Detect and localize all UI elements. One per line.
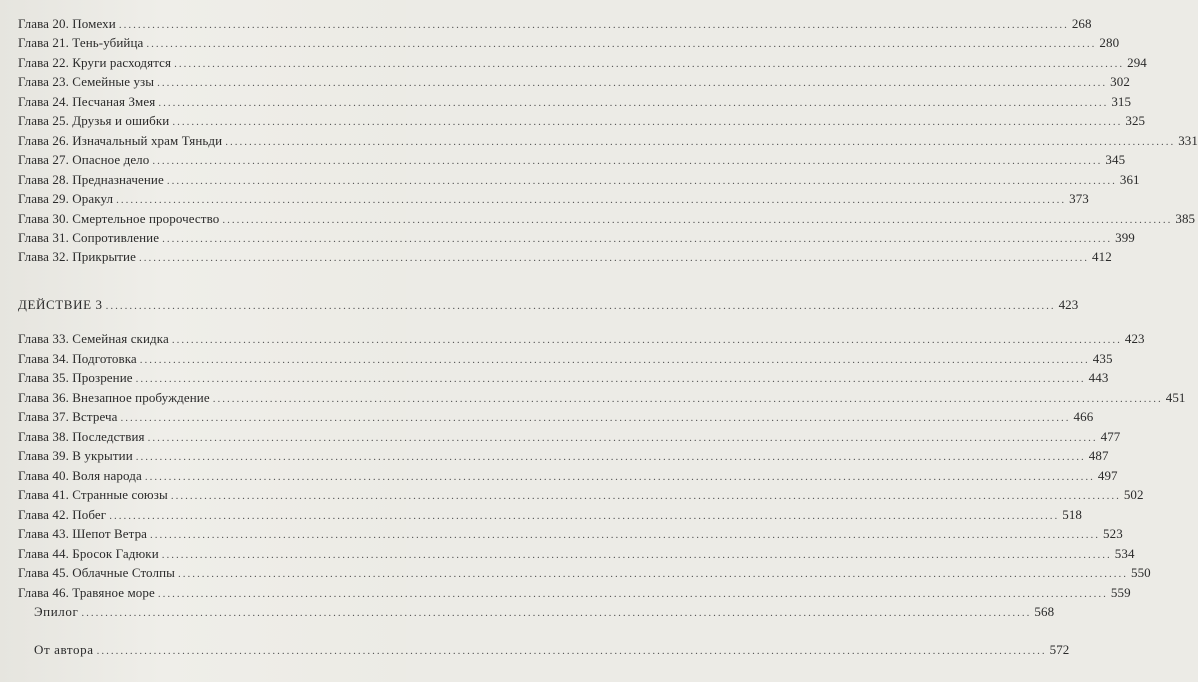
dot-leader: ........................................................................................................................................................................................................	[152, 155, 1103, 167]
section-heading	[34, 603, 1055, 621]
dot-leader: ........................................................................................................................................................................................................	[135, 373, 1086, 385]
dot-leader: ........................................................................................................................................................................................................	[174, 58, 1125, 70]
dot-leader: ........................................................................................................................................................................................................	[144, 471, 1095, 483]
dot-leader: ........................................................................................................................................................................................................	[161, 549, 1112, 561]
dot-leader: ........................................................................................................................................................................................................	[162, 233, 1113, 245]
dot-leader: ........................................................................................................................................................................................................	[150, 529, 1101, 541]
toc-entry	[18, 132, 1198, 150]
dot-leader: ........................................................................................................................................................................................................	[212, 393, 1163, 405]
toc-entry	[18, 486, 1144, 504]
dot-leader: ........................................................................................................................................................................................................	[105, 300, 1056, 312]
dot-leader: ........................................................................................................................................................................................................	[147, 432, 1098, 444]
toc-entry	[18, 467, 1118, 485]
dot-leader: ........................................................................................................................................................................................................	[139, 354, 1090, 366]
page-number: 466	[1073, 409, 1094, 424]
toc-entry	[18, 330, 1145, 348]
toc-entry	[18, 171, 1140, 189]
page-number: 559	[1110, 585, 1131, 600]
dot-leader: ........................................................................................................................................................................................................	[96, 645, 1047, 657]
toc-entry	[18, 112, 1146, 130]
toc-entry	[18, 34, 1120, 52]
page-number: 361	[1119, 172, 1140, 187]
toc-entry	[18, 190, 1089, 208]
entry-title: Глава 45. Облачные Столпы	[18, 565, 175, 580]
toc-entry	[18, 15, 1092, 33]
dot-leader: ........................................................................................................................................................................................................	[135, 451, 1086, 463]
section-heading	[34, 641, 1070, 659]
dot-leader: ........................................................................................................................................................................................................	[120, 412, 1071, 424]
entry-title: Глава 34. Подготовка	[18, 351, 137, 366]
entry-title: Глава 24. Песчаная Змея	[18, 94, 156, 109]
dot-leader: ........................................................................................................................................................................................................	[81, 607, 1032, 619]
entry-title: Глава 25. Друзья и ошибки	[18, 113, 170, 128]
entry-title: Глава 26. Изначальный храм Тяньди	[18, 133, 223, 148]
toc-entry	[18, 248, 1112, 266]
page-number: 497	[1097, 468, 1118, 483]
entry-title: Глава 31. Сопротивление	[18, 230, 160, 245]
entry-title: Глава 39. В укрытии	[18, 448, 133, 463]
entry-title: ДЕЙСТВИЕ 3	[18, 297, 103, 312]
entry-title: Эпилог	[34, 604, 79, 619]
toc-entry	[18, 54, 1147, 72]
toc-entry	[18, 428, 1121, 446]
toc-entry	[18, 545, 1135, 563]
entry-title: Глава 42. Побег	[18, 507, 107, 522]
entry-title: Глава 36. Внезапное пробуждение	[18, 390, 210, 405]
entry-title: Глава 40. Воля народа	[18, 468, 142, 483]
dot-leader: ........................................................................................................................................................................................................	[118, 19, 1069, 31]
page-number: 568	[1034, 604, 1055, 619]
dot-leader: ........................................................................................................................................................................................................	[157, 77, 1108, 89]
dot-leader: ........................................................................................................................................................................................................	[222, 214, 1173, 226]
toc-entry	[18, 369, 1109, 387]
page-number: 373	[1069, 191, 1089, 206]
page-number: 487	[1088, 448, 1109, 463]
toc-entry	[18, 73, 1130, 91]
page-number: 502	[1123, 487, 1144, 502]
page-number: 385	[1175, 211, 1196, 226]
page-number: 435	[1092, 351, 1113, 366]
entry-title: От автора	[34, 642, 94, 657]
page-number: 294	[1127, 55, 1147, 70]
entry-title: Глава 46. Травяное море	[18, 585, 155, 600]
entry-title: Глава 28. Предназначение	[18, 172, 164, 187]
page-number: 477	[1100, 429, 1121, 444]
page-number: 550	[1130, 565, 1151, 580]
toc-entry	[18, 389, 1186, 407]
page-number: 534	[1114, 546, 1135, 561]
toc-entry	[18, 584, 1131, 602]
toc-entry	[18, 525, 1123, 543]
entry-title: Глава 21. Тень-убийца	[18, 35, 144, 50]
dot-leader: ........................................................................................................................................................................................................	[170, 490, 1121, 502]
page-number: 572	[1049, 642, 1070, 657]
dot-leader: ........................................................................................................................................................................................................	[157, 588, 1108, 600]
toc-entry	[18, 408, 1094, 426]
page-number: 302	[1110, 74, 1130, 89]
entry-title: Глава 30. Смертельное пророчество	[18, 211, 220, 226]
dot-leader: ........................................................................................................................................................................................................	[177, 568, 1128, 580]
entry-title: Глава 43. Шепот Ветра	[18, 526, 148, 541]
dot-leader: ........................................................................................................................................................................................................	[171, 334, 1122, 346]
toc-entry	[18, 229, 1135, 247]
dot-leader: ........................................................................................................................................................................................................	[139, 252, 1089, 264]
toc-entry	[18, 93, 1132, 111]
entry-title: Глава 44. Бросок Гадюки	[18, 546, 159, 561]
dot-leader: ........................................................................................................................................................................................................	[166, 175, 1117, 187]
entry-title: Глава 37. Встреча	[18, 409, 118, 424]
toc-entry	[18, 447, 1109, 465]
page-number: 451	[1165, 390, 1186, 405]
page-number: 325	[1125, 113, 1146, 128]
page-number: 523	[1103, 526, 1123, 541]
toc-entry	[18, 151, 1126, 169]
entry-title: Глава 32. Прикрытие	[18, 249, 136, 264]
entry-title: Глава 27. Опасное дело	[18, 152, 150, 167]
page-number: 280	[1099, 35, 1120, 50]
dot-leader: ........................................................................................................................................................................................................	[116, 194, 1067, 206]
page-number: 518	[1062, 507, 1083, 522]
dot-leader: ........................................................................................................................................................................................................	[158, 97, 1109, 109]
dot-leader: ........................................................................................................................................................................................................	[225, 136, 1176, 148]
toc-entry	[18, 506, 1083, 524]
dot-leader: ........................................................................................................................................................................................................	[109, 510, 1060, 522]
entry-title: Глава 33. Семейная скидка	[18, 331, 169, 346]
entry-title: Глава 38. Последствия	[18, 429, 145, 444]
toc-entry	[18, 350, 1113, 368]
toc-entry	[18, 210, 1196, 228]
page-number: 423	[1124, 331, 1145, 346]
page-number: 268	[1071, 16, 1092, 31]
page-number: 412	[1092, 249, 1112, 264]
page-number: 399	[1115, 230, 1135, 245]
page-number: 443	[1088, 370, 1109, 385]
toc-entry	[18, 564, 1151, 582]
dot-leader: ........................................................................................................................................................................................................	[146, 38, 1097, 50]
page-number: 331	[1178, 133, 1198, 148]
entry-title: Глава 23. Семейные узы	[18, 74, 155, 89]
page-number: 345	[1105, 152, 1126, 167]
dot-leader: ........................................................................................................................................................................................................	[172, 116, 1123, 128]
section-heading	[18, 296, 1079, 314]
entry-title: Глава 29. Оракул	[18, 191, 114, 206]
entry-title: Глава 35. Прозрение	[18, 370, 133, 385]
page-number: 423	[1058, 297, 1079, 312]
entry-title: Глава 20. Помехи	[18, 16, 116, 31]
page-number: 315	[1111, 94, 1132, 109]
entry-title: Глава 22. Круги расходятся	[18, 55, 172, 70]
entry-title: Глава 41. Странные союзы	[18, 487, 168, 502]
